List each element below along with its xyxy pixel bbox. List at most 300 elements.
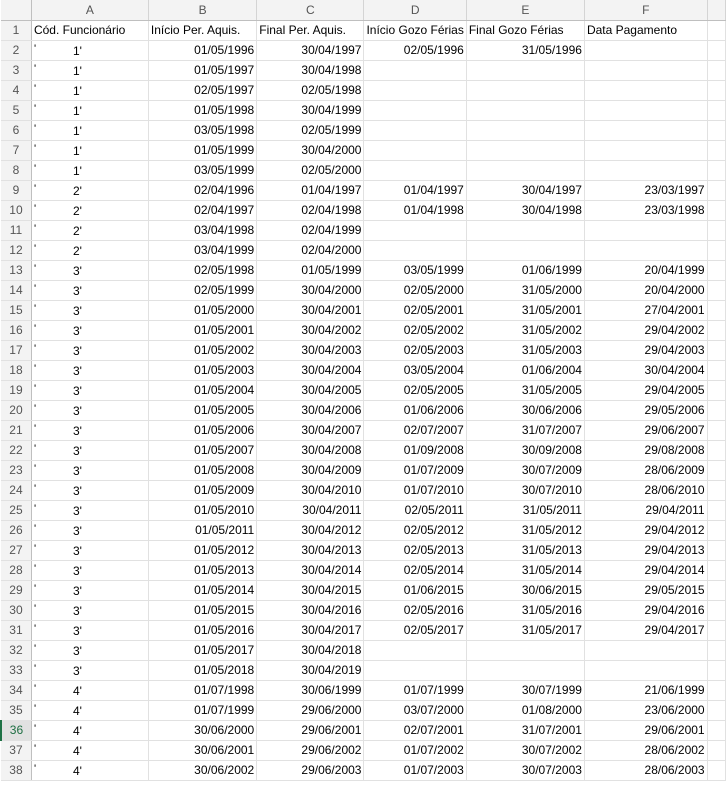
cell-a34[interactable]: [31, 680, 148, 700]
cell-f31[interactable]: 29/04/2017: [584, 620, 707, 640]
cell-c7[interactable]: 30/04/2000: [257, 140, 364, 160]
cell-f25[interactable]: 29/04/2011: [584, 500, 707, 520]
cell-e27[interactable]: 31/05/2013: [466, 540, 584, 560]
cell-a23[interactable]: [31, 460, 148, 480]
cell-c12[interactable]: 02/04/2000: [257, 240, 364, 260]
row-number-19[interactable]: 19: [1, 380, 31, 400]
cell-d27[interactable]: 02/05/2013: [364, 540, 466, 560]
cell-e28[interactable]: 31/05/2014: [466, 560, 584, 580]
cell-b30[interactable]: 01/05/2015: [148, 600, 256, 620]
cell-c6[interactable]: 02/05/1999: [257, 120, 364, 140]
cell-a33[interactable]: [31, 660, 148, 680]
cell-a16[interactable]: [31, 320, 148, 340]
cell-e9[interactable]: 30/04/1997: [466, 180, 584, 200]
cell-g8[interactable]: [707, 160, 725, 180]
cell-e18[interactable]: 01/06/2004: [466, 360, 584, 380]
cell-b24[interactable]: 01/05/2009: [148, 480, 256, 500]
cell-c32[interactable]: 30/04/2018: [257, 640, 364, 660]
cell-b9[interactable]: 02/04/1996: [148, 180, 256, 200]
cell-c19[interactable]: 30/04/2005: [257, 380, 364, 400]
cell-e23[interactable]: 30/07/2009: [466, 460, 584, 480]
cell-f23[interactable]: 28/06/2009: [584, 460, 707, 480]
cell-b19[interactable]: 01/05/2004: [148, 380, 256, 400]
cell-e5[interactable]: [466, 100, 584, 120]
row-number-27[interactable]: 27: [1, 540, 31, 560]
cell-b37[interactable]: 30/06/2001: [148, 740, 256, 760]
cell-a35[interactable]: [31, 700, 148, 720]
cell-f13[interactable]: 20/04/1999: [584, 260, 707, 280]
cell-d14[interactable]: 02/05/2000: [364, 280, 466, 300]
cell-g4[interactable]: [707, 80, 725, 100]
cell-b14[interactable]: 02/05/1999: [148, 280, 256, 300]
row-number-23[interactable]: 23: [1, 460, 31, 480]
row-number-5[interactable]: 5: [1, 100, 31, 120]
cell-c10[interactable]: 02/04/1998: [257, 200, 364, 220]
cell-a7[interactable]: [31, 140, 148, 160]
cell-g10[interactable]: [707, 200, 725, 220]
row-number-32[interactable]: 32: [1, 640, 31, 660]
cell-a38[interactable]: [31, 760, 148, 780]
cell-g3[interactable]: [707, 60, 725, 80]
column-header-e[interactable]: E: [466, 0, 584, 20]
cell-b20[interactable]: 01/05/2005: [148, 400, 256, 420]
cell-d30[interactable]: 02/05/2016: [364, 600, 466, 620]
cell-d38[interactable]: 01/07/2003: [364, 760, 466, 780]
cell-a17[interactable]: [31, 340, 148, 360]
cell-c29[interactable]: 30/04/2015: [257, 580, 364, 600]
cell-a22[interactable]: [31, 440, 148, 460]
cell-d31[interactable]: 02/05/2017: [364, 620, 466, 640]
cell-a30[interactable]: [31, 600, 148, 620]
cell-b12[interactable]: 03/04/1999: [148, 240, 256, 260]
row-number-13[interactable]: 13: [1, 260, 31, 280]
cell-a2[interactable]: [31, 40, 148, 60]
row-number-3[interactable]: 3: [1, 60, 31, 80]
cell-a10[interactable]: [31, 200, 148, 220]
row-number-16[interactable]: 16: [1, 320, 31, 340]
cell-b36[interactable]: 30/06/2000: [148, 720, 256, 740]
cell-d20[interactable]: 01/06/2006: [364, 400, 466, 420]
cell-d34[interactable]: 01/07/1999: [364, 680, 466, 700]
cell-g19[interactable]: [707, 380, 725, 400]
cell-g17[interactable]: [707, 340, 725, 360]
cell-g5[interactable]: [707, 100, 725, 120]
cell-a29[interactable]: [31, 580, 148, 600]
row-number-15[interactable]: 15: [1, 300, 31, 320]
row-number-2[interactable]: 2: [1, 40, 31, 60]
cell-c4[interactable]: 02/05/1998: [257, 80, 364, 100]
cell-c38[interactable]: 29/06/2003: [257, 760, 364, 780]
cell-d15[interactable]: 02/05/2001: [364, 300, 466, 320]
cell-e24[interactable]: 30/07/2010: [466, 480, 584, 500]
row-number-20[interactable]: 20: [1, 400, 31, 420]
cell-c17[interactable]: 30/04/2003: [257, 340, 364, 360]
cell-d35[interactable]: 03/07/2000: [364, 700, 466, 720]
cell-g31[interactable]: [707, 620, 725, 640]
row-number-1[interactable]: 1: [1, 20, 31, 40]
row-number-6[interactable]: 6: [1, 120, 31, 140]
cell-f32[interactable]: [584, 640, 707, 660]
cell-f19[interactable]: 29/04/2005: [584, 380, 707, 400]
cell-g33[interactable]: [707, 660, 725, 680]
cell-e2[interactable]: 31/05/1996: [466, 40, 584, 60]
cell-e6[interactable]: [466, 120, 584, 140]
cell-d7[interactable]: [364, 140, 466, 160]
column-header-g[interactable]: [707, 0, 725, 20]
cell-f35[interactable]: 23/06/2000: [584, 700, 707, 720]
cell-f12[interactable]: [584, 240, 707, 260]
cell-g15[interactable]: [707, 300, 725, 320]
cell-c35[interactable]: 29/06/2000: [257, 700, 364, 720]
cell-b3[interactable]: 01/05/1997: [148, 60, 256, 80]
cell-b1[interactable]: Início Per. Aquis.: [148, 20, 256, 40]
cell-d8[interactable]: [364, 160, 466, 180]
cell-e34[interactable]: 30/07/1999: [466, 680, 584, 700]
cell-a6[interactable]: [31, 120, 148, 140]
cell-c31[interactable]: 30/04/2017: [257, 620, 364, 640]
cell-g25[interactable]: [707, 500, 725, 520]
cell-f4[interactable]: [584, 80, 707, 100]
cell-f5[interactable]: [584, 100, 707, 120]
cell-c14[interactable]: 30/04/2000: [257, 280, 364, 300]
cell-g14[interactable]: [707, 280, 725, 300]
cell-e13[interactable]: 01/06/1999: [466, 260, 584, 280]
cell-f34[interactable]: 21/06/1999: [584, 680, 707, 700]
cell-g21[interactable]: [707, 420, 725, 440]
cell-c25[interactable]: 30/04/2011: [257, 500, 364, 520]
cell-c1[interactable]: Final Per. Aquis.: [257, 20, 364, 40]
cell-d18[interactable]: 03/05/2004: [364, 360, 466, 380]
cell-g1[interactable]: [707, 20, 725, 40]
cell-g6[interactable]: [707, 120, 725, 140]
cell-a31[interactable]: [31, 620, 148, 640]
cell-c11[interactable]: 02/04/1999: [257, 220, 364, 240]
cell-d28[interactable]: 02/05/2014: [364, 560, 466, 580]
row-number-17[interactable]: 17: [1, 340, 31, 360]
cell-c20[interactable]: 30/04/2006: [257, 400, 364, 420]
cell-a13[interactable]: [31, 260, 148, 280]
cell-f22[interactable]: 29/08/2008: [584, 440, 707, 460]
cell-e14[interactable]: 31/05/2000: [466, 280, 584, 300]
cell-c30[interactable]: 30/04/2016: [257, 600, 364, 620]
cell-e21[interactable]: 31/07/2007: [466, 420, 584, 440]
cell-c3[interactable]: 30/04/1998: [257, 60, 364, 80]
cell-f2[interactable]: [584, 40, 707, 60]
cell-b38[interactable]: 30/06/2002: [148, 760, 256, 780]
cell-b33[interactable]: 01/05/2018: [148, 660, 256, 680]
cell-d3[interactable]: [364, 60, 466, 80]
cell-d23[interactable]: 01/07/2009: [364, 460, 466, 480]
row-number-36[interactable]: 36: [1, 720, 31, 740]
cell-c27[interactable]: 30/04/2013: [257, 540, 364, 560]
cell-e8[interactable]: [466, 160, 584, 180]
cell-c13[interactable]: 01/05/1999: [257, 260, 364, 280]
cell-b18[interactable]: 01/05/2003: [148, 360, 256, 380]
cell-a18[interactable]: [31, 360, 148, 380]
cell-e19[interactable]: 31/05/2005: [466, 380, 584, 400]
cell-b11[interactable]: 03/04/1998: [148, 220, 256, 240]
column-header-b[interactable]: B: [148, 0, 256, 20]
cell-d6[interactable]: [364, 120, 466, 140]
cell-a15[interactable]: [31, 300, 148, 320]
cell-c8[interactable]: 02/05/2000: [257, 160, 364, 180]
cell-g20[interactable]: [707, 400, 725, 420]
cell-g28[interactable]: [707, 560, 725, 580]
row-number-22[interactable]: 22: [1, 440, 31, 460]
cell-e25[interactable]: 31/05/2011: [466, 500, 584, 520]
cell-c24[interactable]: 30/04/2010: [257, 480, 364, 500]
row-number-28[interactable]: 28: [1, 560, 31, 580]
cell-e37[interactable]: 30/07/2002: [466, 740, 584, 760]
row-number-8[interactable]: 8: [1, 160, 31, 180]
cell-c2[interactable]: 30/04/1997: [257, 40, 364, 60]
cell-g7[interactable]: [707, 140, 725, 160]
row-number-31[interactable]: 31: [1, 620, 31, 640]
cell-a12[interactable]: [31, 240, 148, 260]
cell-f9[interactable]: 23/03/1997: [584, 180, 707, 200]
cell-d4[interactable]: [364, 80, 466, 100]
cell-e38[interactable]: 30/07/2003: [466, 760, 584, 780]
row-number-14[interactable]: 14: [1, 280, 31, 300]
cell-g18[interactable]: [707, 360, 725, 380]
cell-a26[interactable]: [31, 520, 148, 540]
cell-g38[interactable]: [707, 760, 725, 780]
cell-d19[interactable]: 02/05/2005: [364, 380, 466, 400]
cell-d10[interactable]: 01/04/1998: [364, 200, 466, 220]
cell-a19[interactable]: [31, 380, 148, 400]
cell-b25[interactable]: 01/05/2010: [148, 500, 256, 520]
cell-c15[interactable]: 30/04/2001: [257, 300, 364, 320]
cell-b32[interactable]: 01/05/2017: [148, 640, 256, 660]
cell-b22[interactable]: 01/05/2007: [148, 440, 256, 460]
cell-f28[interactable]: 29/04/2014: [584, 560, 707, 580]
row-number-25[interactable]: 25: [1, 500, 31, 520]
row-number-30[interactable]: 30: [1, 600, 31, 620]
cell-f7[interactable]: [584, 140, 707, 160]
cell-g35[interactable]: [707, 700, 725, 720]
cell-c5[interactable]: 30/04/1999: [257, 100, 364, 120]
cell-b16[interactable]: 01/05/2001: [148, 320, 256, 340]
cell-e11[interactable]: [466, 220, 584, 240]
cell-b7[interactable]: 01/05/1999: [148, 140, 256, 160]
cell-g36[interactable]: [707, 720, 725, 740]
cell-g32[interactable]: [707, 640, 725, 660]
cell-d33[interactable]: [364, 660, 466, 680]
cell-f11[interactable]: [584, 220, 707, 240]
cell-b28[interactable]: 01/05/2013: [148, 560, 256, 580]
cell-a11[interactable]: [31, 220, 148, 240]
cell-e35[interactable]: 01/08/2000: [466, 700, 584, 720]
column-header-a[interactable]: A: [31, 0, 148, 20]
select-all-corner[interactable]: [1, 0, 31, 20]
cell-e15[interactable]: 31/05/2001: [466, 300, 584, 320]
cell-e17[interactable]: 31/05/2003: [466, 340, 584, 360]
cell-f38[interactable]: 28/06/2003: [584, 760, 707, 780]
cell-e33[interactable]: [466, 660, 584, 680]
row-number-34[interactable]: 34: [1, 680, 31, 700]
cell-e10[interactable]: 30/04/1998: [466, 200, 584, 220]
cell-e32[interactable]: [466, 640, 584, 660]
cell-d9[interactable]: 01/04/1997: [364, 180, 466, 200]
cell-a4[interactable]: [31, 80, 148, 100]
cell-b10[interactable]: 02/04/1997: [148, 200, 256, 220]
cell-c34[interactable]: 30/06/1999: [257, 680, 364, 700]
cell-e26[interactable]: 31/05/2012: [466, 520, 584, 540]
cell-e20[interactable]: 30/06/2006: [466, 400, 584, 420]
cell-d12[interactable]: [364, 240, 466, 260]
cell-c36[interactable]: 29/06/2001: [257, 720, 364, 740]
cell-f1[interactable]: Data Pagamento: [584, 20, 707, 40]
cell-g30[interactable]: [707, 600, 725, 620]
cell-g22[interactable]: [707, 440, 725, 460]
cell-b13[interactable]: 02/05/1998: [148, 260, 256, 280]
cell-b34[interactable]: 01/07/1998: [148, 680, 256, 700]
cell-f27[interactable]: 29/04/2013: [584, 540, 707, 560]
cell-b5[interactable]: 01/05/1998: [148, 100, 256, 120]
cell-g12[interactable]: [707, 240, 725, 260]
cell-c21[interactable]: 30/04/2007: [257, 420, 364, 440]
cell-c9[interactable]: 01/04/1997: [257, 180, 364, 200]
row-number-38[interactable]: 38: [1, 760, 31, 780]
cell-f26[interactable]: 29/04/2012: [584, 520, 707, 540]
cell-f18[interactable]: 30/04/2004: [584, 360, 707, 380]
cell-a25[interactable]: [31, 500, 148, 520]
cell-a32[interactable]: [31, 640, 148, 660]
cell-g16[interactable]: [707, 320, 725, 340]
row-number-35[interactable]: 35: [1, 700, 31, 720]
cell-d24[interactable]: 01/07/2010: [364, 480, 466, 500]
cell-d13[interactable]: 03/05/1999: [364, 260, 466, 280]
cell-d36[interactable]: 02/07/2001: [364, 720, 466, 740]
cell-b31[interactable]: 01/05/2016: [148, 620, 256, 640]
row-number-24[interactable]: 24: [1, 480, 31, 500]
cell-e31[interactable]: 31/05/2017: [466, 620, 584, 640]
cell-b26[interactable]: 01/05/2011: [148, 520, 256, 540]
cell-e3[interactable]: [466, 60, 584, 80]
row-number-33[interactable]: 33: [1, 660, 31, 680]
cell-a3[interactable]: [31, 60, 148, 80]
column-header-d[interactable]: D: [364, 0, 466, 20]
cell-d25[interactable]: 02/05/2011: [364, 500, 466, 520]
cell-c28[interactable]: 30/04/2014: [257, 560, 364, 580]
cell-d2[interactable]: 02/05/1996: [364, 40, 466, 60]
cell-a36[interactable]: [31, 720, 148, 740]
cell-d21[interactable]: 02/07/2007: [364, 420, 466, 440]
row-number-29[interactable]: 29: [1, 580, 31, 600]
cell-a28[interactable]: [31, 560, 148, 580]
cell-a20[interactable]: [31, 400, 148, 420]
cell-e16[interactable]: 31/05/2002: [466, 320, 584, 340]
cell-f30[interactable]: 29/04/2016: [584, 600, 707, 620]
cell-d17[interactable]: 02/05/2003: [364, 340, 466, 360]
cell-c22[interactable]: 30/04/2008: [257, 440, 364, 460]
cell-f21[interactable]: 29/06/2007: [584, 420, 707, 440]
cell-f14[interactable]: 20/04/2000: [584, 280, 707, 300]
row-number-12[interactable]: 12: [1, 240, 31, 260]
cell-b35[interactable]: 01/07/1999: [148, 700, 256, 720]
cell-a24[interactable]: [31, 480, 148, 500]
cell-g34[interactable]: [707, 680, 725, 700]
row-number-18[interactable]: 18: [1, 360, 31, 380]
cell-a37[interactable]: [31, 740, 148, 760]
cell-b2[interactable]: 01/05/1996: [148, 40, 256, 60]
cell-g27[interactable]: [707, 540, 725, 560]
cell-c26[interactable]: 30/04/2012: [257, 520, 364, 540]
column-header-f[interactable]: F: [584, 0, 707, 20]
cell-a21[interactable]: [31, 420, 148, 440]
cell-g24[interactable]: [707, 480, 725, 500]
cell-b17[interactable]: 01/05/2002: [148, 340, 256, 360]
cell-b21[interactable]: 01/05/2006: [148, 420, 256, 440]
cell-f17[interactable]: 29/04/2003: [584, 340, 707, 360]
cell-d11[interactable]: [364, 220, 466, 240]
cell-d32[interactable]: [364, 640, 466, 660]
cell-b27[interactable]: 01/05/2012: [148, 540, 256, 560]
row-number-7[interactable]: 7: [1, 140, 31, 160]
cell-f20[interactable]: 29/05/2006: [584, 400, 707, 420]
cell-b15[interactable]: 01/05/2000: [148, 300, 256, 320]
cell-g37[interactable]: [707, 740, 725, 760]
cell-f10[interactable]: 23/03/1998: [584, 200, 707, 220]
row-number-4[interactable]: 4: [1, 80, 31, 100]
cell-c23[interactable]: 30/04/2009: [257, 460, 364, 480]
cell-e36[interactable]: 31/07/2001: [466, 720, 584, 740]
cell-f37[interactable]: 28/06/2002: [584, 740, 707, 760]
cell-d29[interactable]: 01/06/2015: [364, 580, 466, 600]
row-number-11[interactable]: 11: [1, 220, 31, 240]
cell-b29[interactable]: 01/05/2014: [148, 580, 256, 600]
cell-f15[interactable]: 27/04/2001: [584, 300, 707, 320]
cell-b23[interactable]: 01/05/2008: [148, 460, 256, 480]
cell-f29[interactable]: 29/05/2015: [584, 580, 707, 600]
cell-c33[interactable]: 30/04/2019: [257, 660, 364, 680]
cell-d37[interactable]: 01/07/2002: [364, 740, 466, 760]
cell-e29[interactable]: 30/06/2015: [466, 580, 584, 600]
row-number-37[interactable]: 37: [1, 740, 31, 760]
cell-a9[interactable]: [31, 180, 148, 200]
cell-d1[interactable]: Início Gozo Férias: [364, 20, 466, 40]
cell-e30[interactable]: 31/05/2016: [466, 600, 584, 620]
cell-d22[interactable]: 01/09/2008: [364, 440, 466, 460]
cell-e7[interactable]: [466, 140, 584, 160]
cell-g9[interactable]: [707, 180, 725, 200]
cell-f24[interactable]: 28/06/2010: [584, 480, 707, 500]
cell-g13[interactable]: [707, 260, 725, 280]
cell-a27[interactable]: [31, 540, 148, 560]
cell-d5[interactable]: [364, 100, 466, 120]
cell-g11[interactable]: [707, 220, 725, 240]
cell-g23[interactable]: [707, 460, 725, 480]
cell-e1[interactable]: Final Gozo Férias: [466, 20, 584, 40]
cell-a8[interactable]: [31, 160, 148, 180]
cell-a1[interactable]: Cód. Funcionário: [31, 20, 148, 40]
row-number-21[interactable]: 21: [1, 420, 31, 440]
row-number-26[interactable]: 26: [1, 520, 31, 540]
cell-f16[interactable]: 29/04/2002: [584, 320, 707, 340]
cell-c37[interactable]: 29/06/2002: [257, 740, 364, 760]
row-number-9[interactable]: 9: [1, 180, 31, 200]
cell-g26[interactable]: [707, 520, 725, 540]
cell-d16[interactable]: 02/05/2002: [364, 320, 466, 340]
cell-f3[interactable]: [584, 60, 707, 80]
cell-f33[interactable]: [584, 660, 707, 680]
cell-e22[interactable]: 30/09/2008: [466, 440, 584, 460]
cell-a5[interactable]: [31, 100, 148, 120]
cell-b6[interactable]: 03/05/1998: [148, 120, 256, 140]
cell-f6[interactable]: [584, 120, 707, 140]
cell-f36[interactable]: 29/06/2001: [584, 720, 707, 740]
cell-d26[interactable]: 02/05/2012: [364, 520, 466, 540]
